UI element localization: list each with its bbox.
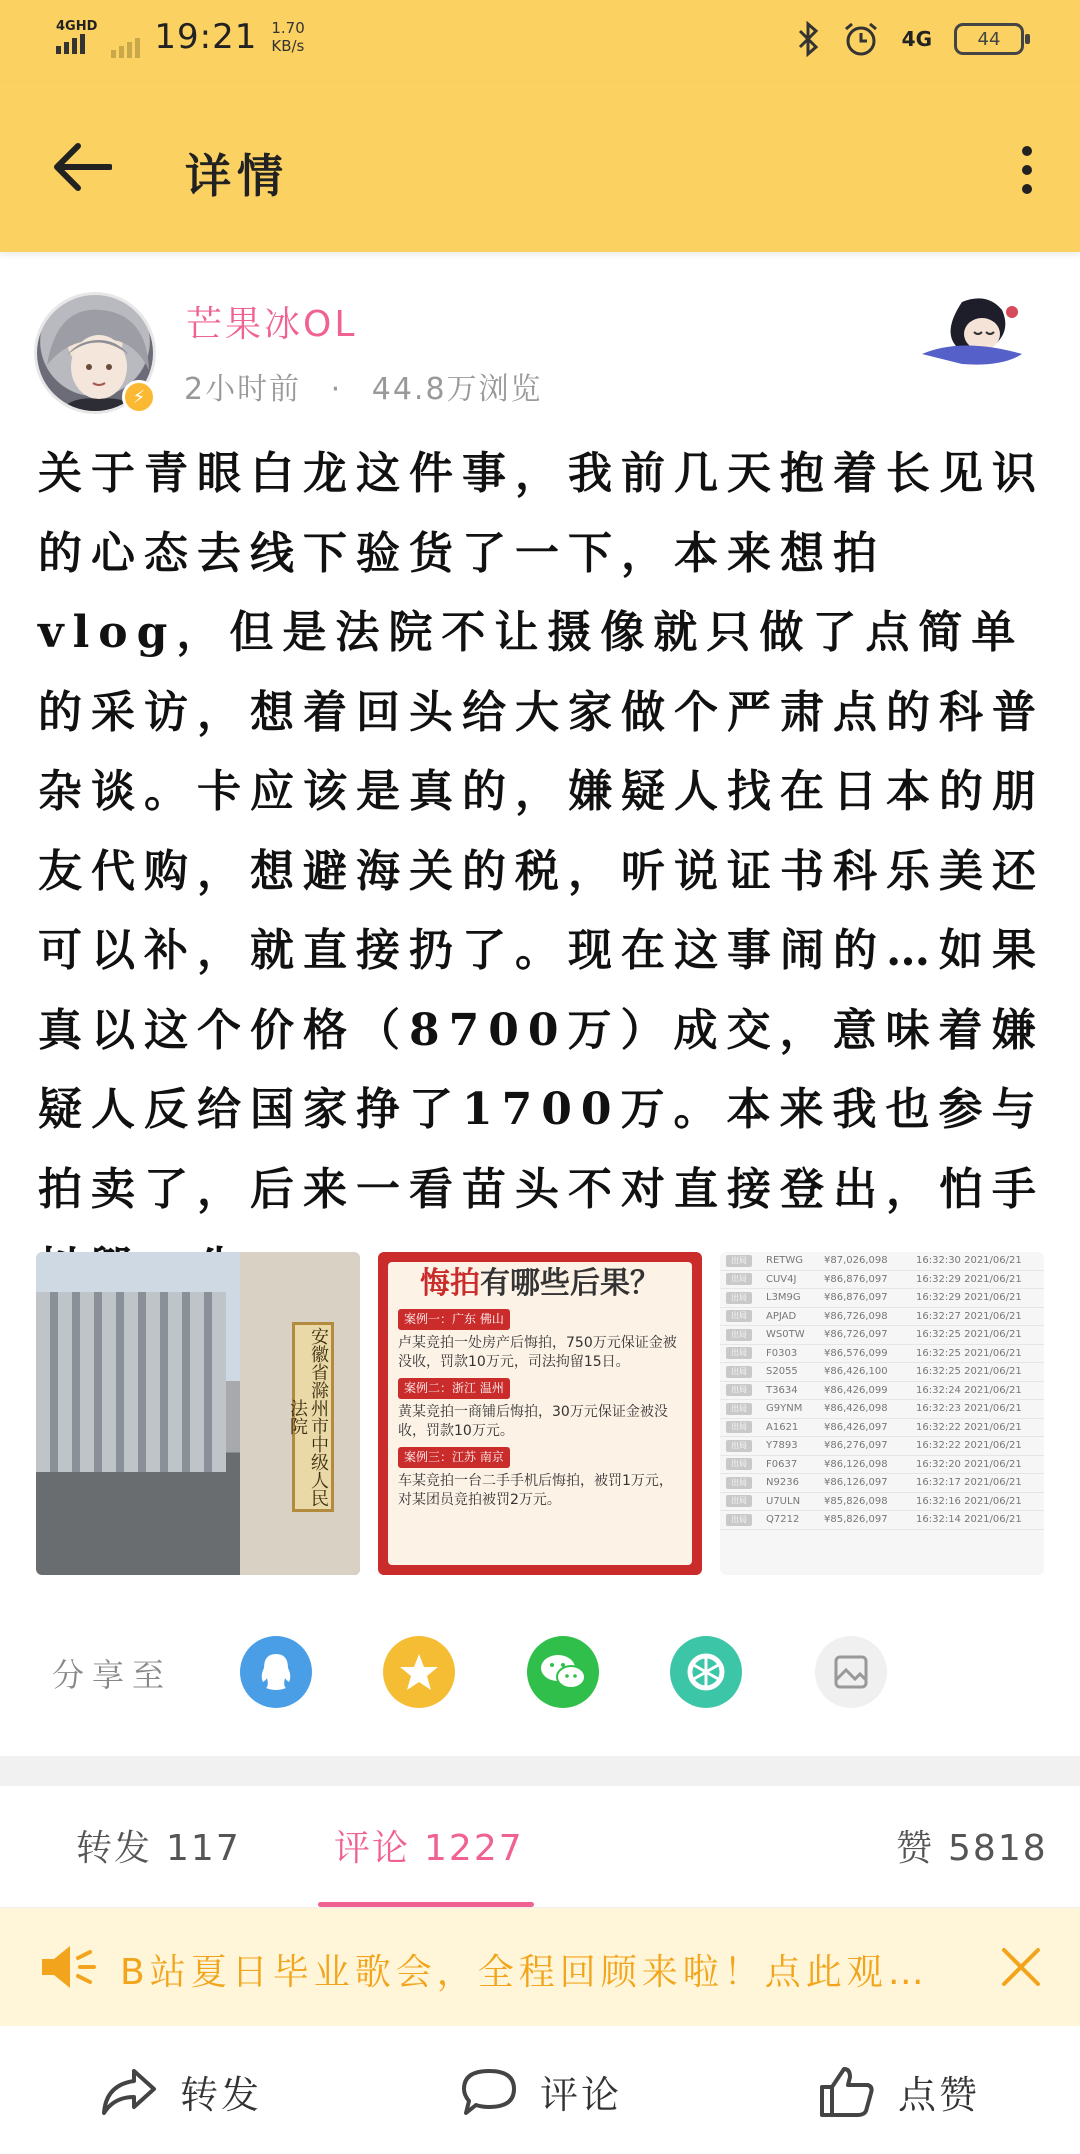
bid-time: 16:32:23 2021/06/21 xyxy=(916,1403,1022,1415)
verified-badge-icon: ⚡ xyxy=(122,380,156,414)
bid-status-tag: 出局 xyxy=(726,1366,752,1378)
bottom-action-bar xyxy=(0,2026,1080,2154)
meta-separator: · xyxy=(330,372,343,407)
bid-time: 16:32:27 2021/06/21 xyxy=(916,1310,1022,1322)
signal-bars-icon xyxy=(56,34,97,54)
court-sign: 安徽省滁州市中级人民法院 xyxy=(292,1322,334,1512)
like-label: 点赞 xyxy=(898,2073,981,2117)
bid-time: 16:32:17 2021/06/21 xyxy=(916,1477,1022,1489)
bid-status-tag: 出局 xyxy=(726,1347,752,1359)
post-content: 关于青眼白龙这件事，我前几天抱着长见识的心态去线下验货了一下，本来想拍vlog，但是法院不让摄像就只做了点简单的采访，想着回头给大家做个严肃点的科普杂谈。卡应该是真的，嫌疑人找在日本的朋友代购，想避海关的税，听说证书科乐美还可以补，就直接扔了。现在这事闹的…如果真以这个价格（8700万）成交，意味着嫌疑人反给国家挣了1700万。本来我也参与拍卖了，后来一看苗头不对直接登出，怕手 xyxy=(38,448,1045,1215)
bid-code: A1621 xyxy=(766,1421,799,1433)
qzone-icon[interactable] xyxy=(383,1636,455,1708)
back-arrow-icon[interactable] xyxy=(52,142,112,192)
bid-status-tag: 出局 xyxy=(726,1495,752,1507)
bid-status-tag: 出局 xyxy=(726,1384,752,1396)
bid-code: F0637 xyxy=(766,1458,798,1470)
bid-code: N9236 xyxy=(766,1477,799,1489)
notice-text[interactable]: B站夏日毕业歌会，全程回顾来啦！点此观… xyxy=(120,1952,929,1993)
author-name[interactable]: 芒果冰OL xyxy=(186,304,358,345)
repost-button[interactable] xyxy=(100,2064,262,2119)
bid-time: 16:32:25 2021/06/21 xyxy=(916,1366,1022,1378)
bid-row xyxy=(720,1382,1044,1401)
signal-indicator xyxy=(56,20,97,54)
bid-price: ¥86,726,098 xyxy=(824,1310,888,1322)
page-title: 详情 xyxy=(185,149,289,203)
case-label-1: 案例一：广东 佛山 xyxy=(398,1309,510,1330)
bid-row xyxy=(720,1511,1044,1530)
repost-label: 转发 xyxy=(180,2073,263,2117)
case-label-2: 案例二：浙江 温州 xyxy=(398,1378,510,1399)
bid-code: WS0TW xyxy=(766,1329,805,1341)
bid-price: ¥86,576,099 xyxy=(824,1347,888,1359)
bid-status-tag: 出局 xyxy=(726,1273,752,1285)
bid-status-tag: 出局 xyxy=(726,1514,752,1526)
bid-price: ¥86,726,097 xyxy=(824,1329,888,1341)
wechat-icon[interactable] xyxy=(527,1636,599,1708)
bid-time: 16:32:22 2021/06/21 xyxy=(916,1421,1022,1433)
interaction-tabs xyxy=(0,1786,1080,1908)
view-count: 44.8万浏览 xyxy=(371,372,543,407)
bid-status-tag: 出局 xyxy=(726,1255,752,1267)
tab-comment-label: 评论 xyxy=(334,1828,411,1869)
bid-code: U7ULN xyxy=(766,1495,801,1507)
bid-status-tag: 出局 xyxy=(726,1329,752,1341)
bid-row xyxy=(720,1308,1044,1327)
infographic-title-red: 悔拍 xyxy=(420,1266,480,1301)
post-image-infographic[interactable] xyxy=(378,1252,702,1575)
post-images xyxy=(36,1252,1044,1575)
bid-row xyxy=(720,1289,1044,1308)
comment-button[interactable] xyxy=(460,2064,622,2119)
section-divider xyxy=(0,1756,1080,1786)
bid-time: 16:32:25 2021/06/21 xyxy=(916,1347,1022,1359)
bid-row xyxy=(720,1363,1044,1382)
bid-code: F0303 xyxy=(766,1347,798,1359)
top-toolbar xyxy=(0,82,1080,252)
bid-status-tag: 出局 xyxy=(726,1440,752,1452)
case-text-1: 卢某竞拍一处房产后悔拍，750万元保证金被没收，罚款10万元，司法拘留15日。 xyxy=(398,1335,677,1370)
bid-status-tag: 出局 xyxy=(726,1477,752,1489)
speed-unit: KB/s xyxy=(271,37,305,55)
bid-price: ¥86,426,097 xyxy=(824,1421,888,1433)
network-speed xyxy=(271,19,304,55)
clock: 19:21 xyxy=(154,17,258,57)
battery-icon xyxy=(954,23,1024,55)
bid-row xyxy=(720,1271,1044,1290)
infographic-title xyxy=(398,1266,682,1301)
image-icon[interactable] xyxy=(815,1636,887,1708)
bid-code: L3M9G xyxy=(766,1292,801,1304)
bid-price: ¥86,876,097 xyxy=(824,1292,888,1304)
bid-code: S2055 xyxy=(766,1366,798,1378)
bid-code: APJAD xyxy=(766,1310,797,1322)
bid-time: 16:32:22 2021/06/21 xyxy=(916,1440,1022,1452)
post-time: 2小时前 xyxy=(184,372,302,407)
bid-time: 16:32:30 2021/06/21 xyxy=(916,1255,1022,1267)
bid-row xyxy=(720,1252,1044,1271)
share-label: 分享至 xyxy=(52,1656,173,1694)
status-bar xyxy=(0,0,1080,82)
network-type-2: 4G xyxy=(901,27,932,51)
bid-time: 16:32:24 2021/06/21 xyxy=(916,1384,1022,1396)
thumbs-up-icon xyxy=(818,2065,876,2119)
speaker-icon xyxy=(38,1942,100,1992)
comment-label: 评论 xyxy=(540,2073,623,2117)
infographic-title-rest: 有哪些后果？ xyxy=(480,1266,660,1301)
infographic-body xyxy=(388,1262,692,1565)
battery-level: 44 xyxy=(977,28,1001,50)
image-building xyxy=(36,1292,226,1472)
bid-price: ¥85,826,097 xyxy=(824,1514,888,1526)
tab-like-count: 5818 xyxy=(948,1828,1048,1869)
signal-bars-2-icon xyxy=(111,38,140,58)
bid-price: ¥86,426,100 xyxy=(824,1366,888,1378)
tab-repost-count: 117 xyxy=(166,1828,241,1869)
bid-code: Q7212 xyxy=(766,1514,800,1526)
bid-price: ¥86,276,097 xyxy=(824,1440,888,1452)
bid-price: ¥86,126,098 xyxy=(824,1458,888,1470)
bid-price: ¥86,126,097 xyxy=(824,1477,888,1489)
bid-price: ¥86,876,097 xyxy=(824,1273,888,1285)
bluetooth-icon xyxy=(796,21,820,57)
bid-time: 16:32:16 2021/06/21 xyxy=(916,1495,1022,1507)
close-icon[interactable] xyxy=(998,1944,1044,1990)
bid-status-tag: 出局 xyxy=(726,1458,752,1470)
bid-row xyxy=(720,1456,1044,1475)
more-menu-icon[interactable] xyxy=(1012,142,1042,198)
bid-status-tag: 出局 xyxy=(726,1421,752,1433)
bid-price: ¥86,426,098 xyxy=(824,1403,888,1415)
alarm-icon xyxy=(842,20,880,58)
tab-comment-count: 1227 xyxy=(424,1828,524,1869)
bid-time: 16:32:29 2021/06/21 xyxy=(916,1292,1022,1304)
bid-row xyxy=(720,1419,1044,1438)
tab-repost-label: 转发 xyxy=(76,1828,153,1869)
bid-row xyxy=(720,1400,1044,1419)
tab-repost[interactable] xyxy=(76,1820,241,1871)
moments-icon[interactable] xyxy=(670,1636,742,1708)
bid-list xyxy=(720,1252,1044,1530)
author-header xyxy=(0,252,1080,412)
bid-time: 16:32:20 2021/06/21 xyxy=(916,1458,1022,1470)
comment-bubble-icon xyxy=(460,2067,518,2117)
status-right xyxy=(796,20,1024,58)
bid-price: ¥87,026,098 xyxy=(824,1255,888,1267)
bid-status-tag: 出局 xyxy=(726,1403,752,1415)
case-label-3: 案例三：江苏 南京 xyxy=(398,1447,510,1468)
decoration-pendant-icon xyxy=(902,292,1032,372)
post-meta xyxy=(184,364,543,408)
bid-time: 16:32:14 2021/06/21 xyxy=(916,1514,1022,1526)
bid-row xyxy=(720,1493,1044,1512)
tab-comment[interactable] xyxy=(334,1820,524,1871)
share-arrow-icon xyxy=(100,2067,158,2117)
tab-like[interactable] xyxy=(896,1820,1048,1871)
bid-price: ¥86,426,099 xyxy=(824,1384,888,1396)
bid-status-tag: 出局 xyxy=(726,1292,752,1304)
bid-row xyxy=(720,1437,1044,1456)
bid-code: RETWG xyxy=(766,1255,804,1267)
case-text-2: 黄某竞拍一商铺后悔拍，30万元保证金被没收，罚款10万元。 xyxy=(398,1404,668,1439)
post-image-bids[interactable] xyxy=(720,1252,1044,1575)
tab-like-label: 赞 xyxy=(896,1828,935,1869)
post-image-court[interactable] xyxy=(36,1252,360,1575)
bid-code: CUV4J xyxy=(766,1273,797,1285)
bid-status-tag: 出局 xyxy=(726,1310,752,1322)
bid-code: Y7893 xyxy=(766,1440,798,1452)
bid-row xyxy=(720,1474,1044,1493)
active-tab-underline xyxy=(318,1902,534,1907)
network-type: 4GHD xyxy=(56,19,98,34)
bid-row xyxy=(720,1326,1044,1345)
bid-code: T3634 xyxy=(766,1384,798,1396)
share-row xyxy=(0,1620,1080,1730)
status-left xyxy=(56,16,305,58)
bid-code: G9YNM xyxy=(766,1403,803,1415)
bid-row xyxy=(720,1345,1044,1364)
speed-value: 1.70 xyxy=(271,19,305,37)
case-text-3: 车某竞拍一台二手手机后悔拍，被罚1万元，对某团员竞拍被罚2万元。 xyxy=(398,1473,673,1508)
qq-icon[interactable] xyxy=(240,1636,312,1708)
bid-price: ¥85,826,098 xyxy=(824,1495,888,1507)
bid-time: 16:32:25 2021/06/21 xyxy=(916,1329,1022,1341)
like-button[interactable] xyxy=(818,2064,980,2119)
bid-time: 16:32:29 2021/06/21 xyxy=(916,1273,1022,1285)
notice-banner[interactable] xyxy=(0,1908,1080,2026)
